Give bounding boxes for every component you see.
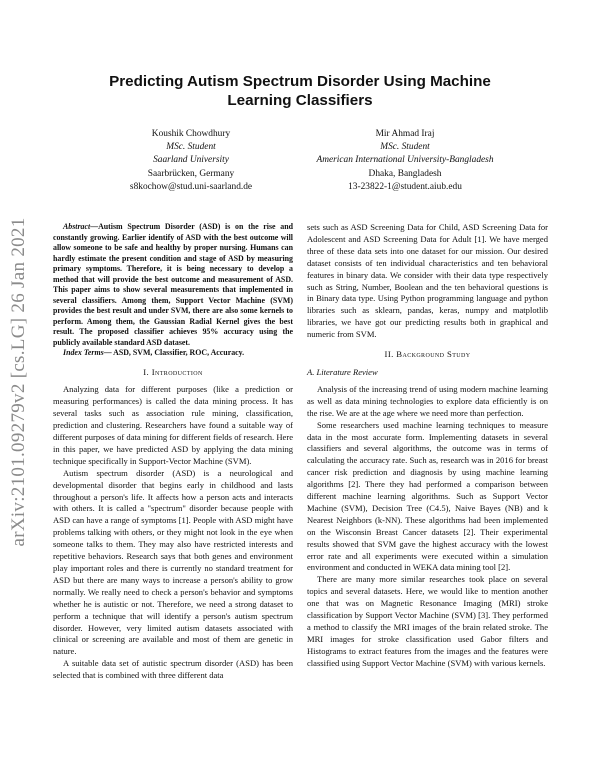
section-heading-background: II. Background Study <box>384 349 471 360</box>
paragraph: There are many more similar researches took place on several topics and several datasets. Here, we would like to mention another one that was on Magnetic Resonance Imaging (MRI) stroke classification by Support Vector Machine (SVM) [3]. They performed a method to classify the MRI images of the brain related stroke. The MRI images for stroke classification used Gabor filters and Histograms to extract features from the images and the features were classified using Support Vector Machine (SVM) with various kernels. <box>307 574 548 668</box>
abstract <box>53 222 293 348</box>
author-name: Mir Ahmad Iraj <box>375 129 435 139</box>
subsection-heading-literature-review: A. Literature Review <box>307 366 378 377</box>
paragraph: Analysis of the increasing trend of using modern machine learning as well as data mining technologies to explore data efficiently is on the rise. We are at the age where we need more than perfection. <box>307 383 548 418</box>
section-heading-introduction: I. Introduction <box>143 366 203 377</box>
index-terms <box>53 348 293 359</box>
right-column <box>307 222 548 670</box>
arxiv-identifier-text: arXiv:2101.09279v2 [cs.LG] 26 Jan 2021 <box>8 217 29 547</box>
author-role: MSc. Student <box>380 142 430 153</box>
author-affiliation: Saarland University <box>153 155 229 166</box>
author-email: 13-23822-1@student.aiub.edu <box>348 181 462 192</box>
paper-title: Predicting Autism Spectrum Disorder Using Machine Learning Classifiers <box>109 73 491 109</box>
abstract-label: Abstract <box>63 222 91 231</box>
abstract-text: —Autism Spectrum Disorder (ASD) is on the rise and constantly growing. Earlier identify of ASD with the best outcome will allow someone to be safe and healthy by proper nursing. Humans can hardly estimate the present condition and stage of ASD by measuring primary symptoms. Therefore, it is being necessary to develop a method that will provide the best outcome and measurement of ASD. This paper aims to show several measurements that implemented in several classifiers. Among them, Support Vector Machine (SVM) provides the best result and under SVM, there are also some kernels to perform. Among them, the Gaussian Radial Kernel gives the best result. The proposed classifier achieves 95% accuracy using the publicly available standard ASD dataset. <box>53 222 293 347</box>
author-block-2 <box>285 128 525 194</box>
author-affiliation: American International University-Bangladesh <box>316 155 494 166</box>
left-column <box>53 222 293 682</box>
author-block-1 <box>96 128 286 194</box>
index-terms-text: — ASD, SVM, Classifier, ROC, Accuracy. <box>103 348 245 357</box>
paragraph: Analyzing data for different purposes (like a prediction or measuring performances) is called the data mining process. It has several tasks such as association rule mining, classification, prediction and clustering. Researchers have found a suitable way of different purposes of data mining for different fields of research. Here in this paper, we have predicted ASD by applying the data mining technique specifically in Support-Vector Machine (SVM). <box>53 384 293 466</box>
author-location: Dhaka, Bangladesh <box>368 168 442 179</box>
paragraph: sets such as ASD Screening Data for Child, ASD Screening Data for Adolescent and ASD Screening Data for Adult [1]. We have merged three of these data sets into one dataset for our mission. Our desired dataset consists of ten individual characteristics and ten behavioral features in binary data. We consider with their data type respectively such as String, Number, Boolean and the ten behavioral questions is in Binary data type. Using Python programming language and python libraries such as sklearn, pandas, keras, numpy and matplotlib libraries, we have got our predicting results both in graphical and numeric from SVM. <box>307 222 548 340</box>
arxiv-identifier <box>6 178 32 586</box>
paragraph: Autism spectrum disorder (ASD) is a neurological and developmental disorder that begins early in childhood and lasts throughout a person's life. It affects how a person acts and interacts with others. It is called a "spectrum" disorder because people with ASD can have a range of symptoms [1]. People with ASD might have problems talking with others, or they might not look in the eye when someone talks to them. They may also have restricted interests and repetitive behaviors. Research says that both genes and environment play important roles and there is currently no standard treatment for ASD but there are many ways to increase a person's ability to grow normally. We really need to check a person's behavior and symptoms whether he is autistic or not. Therefore, we need a strong dataset to perform a technique that will identify a person's autism spectrum disorder. However, very limited autism datasets associated with clinical or screening are available and most of them are genetic in nature. <box>53 467 293 657</box>
paragraph: Some researchers used machine learning techniques to measure data in the most accurate form. Implementing datasets in several classifiers and several algorithms, the outcome was in terms of calculating the accuracy rate. Such as, research was in 2016 for breast cancer risk prediction and diagnosis by using machine learning algorithms [2]. There they had performed a comparison between different machine learning algorithms. Such as Support Vector Machine (SVM), Decision Tree (C4.5), Naive Bayes (NB) and k Nearest Neighbors (k-NN). These algorithms had been implemented on the Wisconsin Breast Cancer datasets [2]. Their experimental results showed that SVM gave the highest accuracy with the lowest error rate and all experiments were executed within a simulation environment and conducted in WEKA data mining tool [2]. <box>307 419 548 573</box>
paragraph: A suitable data set of autistic spectrum disorder (ASD) has been selected that is combined with three different data <box>53 658 293 681</box>
author-role: MSc. Student <box>166 142 216 153</box>
author-name: Koushik Chowdhury <box>151 129 231 139</box>
index-terms-label: Index Terms <box>63 348 104 357</box>
author-location: Saarbrücken, Germany <box>147 168 235 179</box>
author-email: s8kochow@stud.uni-saarland.de <box>129 181 253 192</box>
